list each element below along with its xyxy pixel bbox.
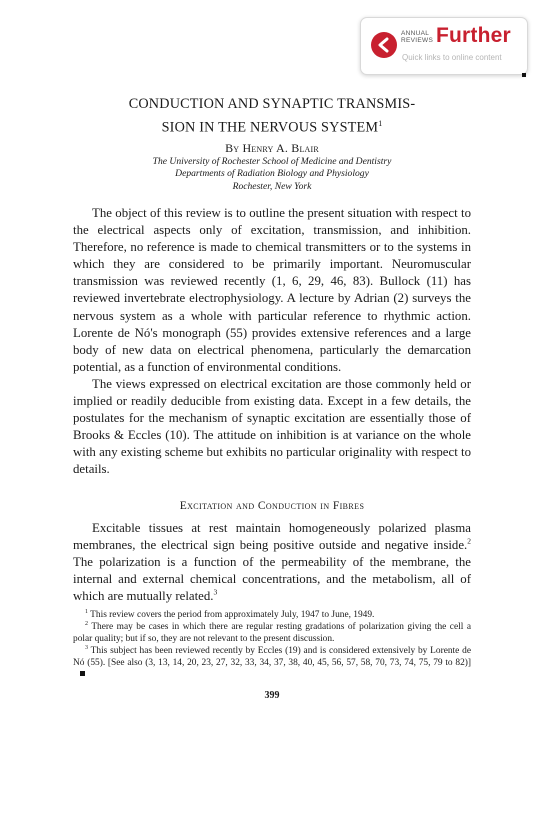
paragraph: The views expressed on electrical excitation are those commonly held or implied or readily deducible from existing data. Except in a few details, the postulates for the mechanism of synaptic excitation are essentially those of Brooks & Eccles (10). The attitude on inhibition is at variance on the whole with any existing scheme but exhibits no particular originality with respect to details. <box>73 376 471 477</box>
quick-links-label: Quick links to online content <box>402 53 502 62</box>
footnote-ref-2[interactable]: 2 <box>467 536 471 546</box>
title-line-1: CONDUCTION AND SYNAPTIC TRANSMIS- <box>128 96 416 112</box>
footnote-3: $^3$ This subject has been reviewed recently by Eccles (19) and is considered extensively by Lorente de Nó (55). [See also (3, 13, 14, 20, 23, 27, 32, 33, 34, 37, 38, 40, 45, 56, 57, 58, 70, 73, 74, 75, 79 to 82)] <box>73 645 471 681</box>
article-title <box>70 95 474 138</box>
title-line-2: SION IN THE NERVOUS SYSTEM$^1$ <box>161 119 383 136</box>
section-text <box>73 520 471 605</box>
paragraph: Excitable tissues at rest maintain homogeneously polarized plasma membranes, the electrical sign being positive outside and negative inside.$^2$ The polarization is a function of the permeability of the membrane, the internal and external chemical concentrations, and the metabolism, all of which are mutually related.$^3$ <box>73 521 471 604</box>
title-footnote-ref[interactable]: 1 <box>378 119 383 128</box>
further-label: Further <box>436 24 511 47</box>
intro-text <box>73 205 471 479</box>
footnote-2: $^2$ There may be cases in which there are regular resting gradations of polarization giving the cell a polar quality; but if so, they are not relevant to the present discussion. <box>73 620 471 645</box>
author-line: By Henry A. Blair <box>225 141 319 155</box>
footnote-ref-3[interactable]: 3 <box>213 588 218 598</box>
back-arrow-icon <box>371 32 397 58</box>
affiliation: The University of Rochester School of Medicine and Dentistry Departments of Radiation Biology and Physiology Rochester, New York <box>152 156 392 192</box>
footnotes <box>73 609 471 682</box>
section-heading: Excitation and Conduction in Fibres <box>179 500 365 512</box>
corner-mark <box>522 73 526 77</box>
footnote-1: $^1$ This review covers the period from approximately July, 1947 to June, 1949. <box>85 608 375 620</box>
annual-reviews-further-badge[interactable] <box>360 17 528 75</box>
end-mark <box>80 671 85 676</box>
paragraph: The object of this review is to outline the present situation with respect to the electrical aspects only of excitation, transmission, and inhibition. Therefore, no reference is made to chemical transmitters or to the systems in which they are considered to be primarily important. Neuromuscular transmission was reviewed recently (1, 6, 29, 46, 83). Bullock (11) has reviewed invertebrate electrophysiology. A lecture by Adrian (2) surveys the nervous system as a whole with particular reference to rhythmic action. Lorente de Nó's monograph (55) provides extensive references and a large body of new data on electrical phenomena, particularly the demarcation potential, as a function of environmental conditions. <box>73 206 471 374</box>
page-number: 399 <box>264 690 280 701</box>
annual-reviews-logo-text: ANNUAL REVIEWS <box>401 30 434 44</box>
